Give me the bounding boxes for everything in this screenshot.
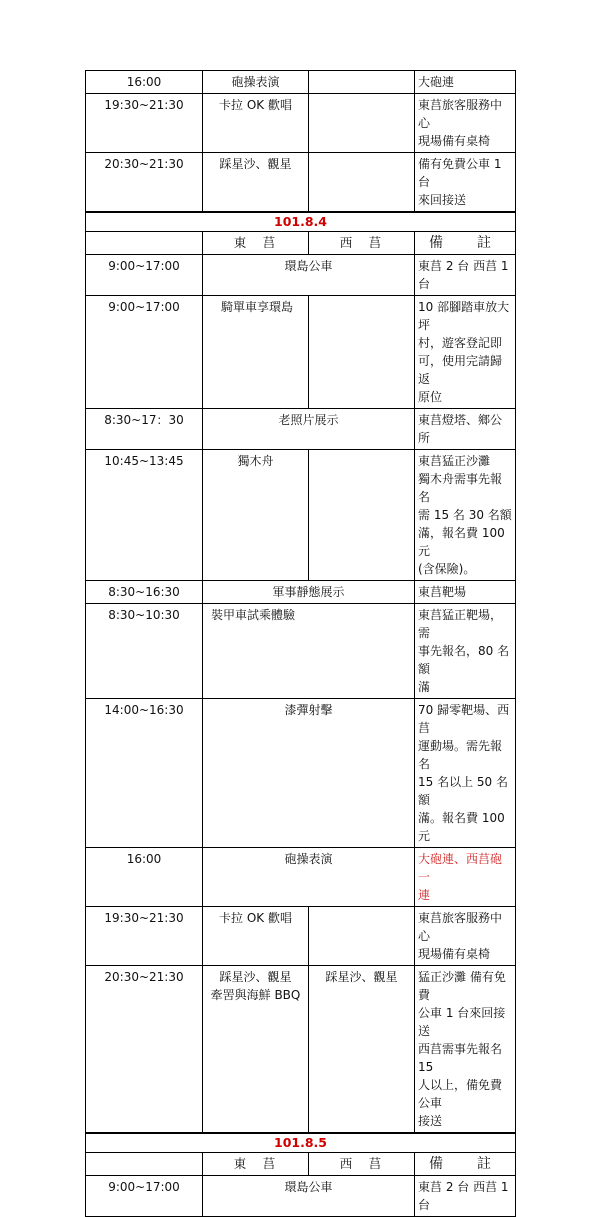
table-row — [86, 1176, 516, 1217]
table-row — [86, 450, 516, 581]
empty-cell — [309, 153, 415, 213]
time-cell: 16:00 — [86, 71, 203, 94]
empty-cell — [309, 296, 415, 409]
table-row — [86, 848, 516, 907]
note-cell: 70 歸零靶場、西莒 運動場。需先報名 15 名以上 50 名額 滿。報名費 100 元 — [415, 699, 516, 848]
time-cell: 8:30~16:30 — [86, 581, 203, 604]
time-cell: 14:00~16:30 — [86, 699, 203, 848]
header-row — [86, 232, 516, 255]
header-east: 東 莒 — [203, 232, 309, 255]
time-cell: 20:30~21:30 — [86, 153, 203, 213]
note-cell: 備有免費公車 1 台 來回接送 — [415, 153, 516, 213]
table-row — [86, 255, 516, 296]
table-row — [86, 296, 516, 409]
table-row — [86, 581, 516, 604]
event-cell: 卡拉 OK 歡唱 — [203, 94, 309, 153]
event-cell: 砲操表演 — [203, 71, 309, 94]
time-cell: 19:30~21:30 — [86, 907, 203, 966]
table-row — [86, 604, 516, 699]
empty-cell — [309, 450, 415, 581]
header-west: 西 莒 — [309, 232, 415, 255]
header-west: 西 莒 — [309, 1153, 415, 1176]
note-cell: 東莒 2 台 西莒 1 台 — [415, 255, 516, 296]
header-note: 備 註 — [415, 232, 516, 255]
time-cell: 16:00 — [86, 848, 203, 907]
table-row — [86, 71, 516, 94]
time-cell: 10:45~13:45 — [86, 450, 203, 581]
note-cell: 大砲連 — [415, 71, 516, 94]
empty-cell — [309, 71, 415, 94]
date-heading: 101.8.4 — [86, 212, 516, 232]
table-row — [86, 153, 516, 213]
date-heading: 101.8.5 — [86, 1133, 516, 1153]
date-row — [86, 212, 516, 232]
event-cell: 環島公車 — [203, 255, 415, 296]
table-row — [86, 94, 516, 153]
empty-cell — [309, 907, 415, 966]
note-cell: 10 部腳踏車放大坪 村，遊客登記即 可，使用完請歸返 原位 — [415, 296, 516, 409]
schedule-table — [85, 70, 516, 1217]
table-row — [86, 699, 516, 848]
time-cell: 9:00~17:00 — [86, 255, 203, 296]
note-cell: 東莒燈塔、鄉公所 — [415, 409, 516, 450]
date-row — [86, 1133, 516, 1153]
header-east: 東 莒 — [203, 1153, 309, 1176]
note-cell: 東莒旅客服務中心 現場備有桌椅 — [415, 907, 516, 966]
note-cell: 東莒猛正靶場，需 事先報名，80 名額 滿 — [415, 604, 516, 699]
time-cell: 20:30~21:30 — [86, 966, 203, 1134]
event-cell: 砲操表演 — [203, 848, 415, 907]
time-cell: 8:30~10:30 — [86, 604, 203, 699]
note-cell: 東莒靶場 — [415, 581, 516, 604]
time-cell: 19:30~21:30 — [86, 94, 203, 153]
event-cell: 老照片展示 — [203, 409, 415, 450]
event-cell: 踩星沙、觀星 — [203, 153, 309, 213]
event-cell: 軍事靜態展示 — [203, 581, 415, 604]
empty-cell — [309, 94, 415, 153]
header-blank — [86, 1153, 203, 1176]
event-cell: 卡拉 OK 歡唱 — [203, 907, 309, 966]
event-cell: 環島公車 — [203, 1176, 415, 1217]
event-cell: 漆彈射擊 — [203, 699, 415, 848]
time-cell: 9:00~17:00 — [86, 1176, 203, 1217]
event-cell: 騎單車享環島 — [203, 296, 309, 409]
note-cell: 東莒 2 台 西莒 1 台 — [415, 1176, 516, 1217]
event-cell: 獨木舟 — [203, 450, 309, 581]
note-cell: 大砲連、西莒砲一 連 — [415, 848, 516, 907]
note-cell: 東莒猛正沙灘 獨木舟需事先報名 需 15 名 30 名額 滿，報名費 100 元 (含保險)。 — [415, 450, 516, 581]
table-row — [86, 966, 516, 1134]
table-row — [86, 907, 516, 966]
event-cell: 裝甲車試乘體驗 — [203, 604, 415, 699]
event-cell-west: 踩星沙、觀星 — [309, 966, 415, 1134]
event-cell-east: 踩星沙、觀星 牽罟與海鮮 BBQ — [203, 966, 309, 1134]
table-row — [86, 409, 516, 450]
time-cell: 8:30~17：30 — [86, 409, 203, 450]
header-note: 備 註 — [415, 1153, 516, 1176]
header-row — [86, 1153, 516, 1176]
header-blank — [86, 232, 203, 255]
time-cell: 9:00~17:00 — [86, 296, 203, 409]
note-cell: 猛正沙灘 備有免費 公車 1 台來回接送 西莒需事先報名 15 人以上，備免費公車 接送 — [415, 966, 516, 1134]
note-cell: 東莒旅客服務中心 現場備有桌椅 — [415, 94, 516, 153]
